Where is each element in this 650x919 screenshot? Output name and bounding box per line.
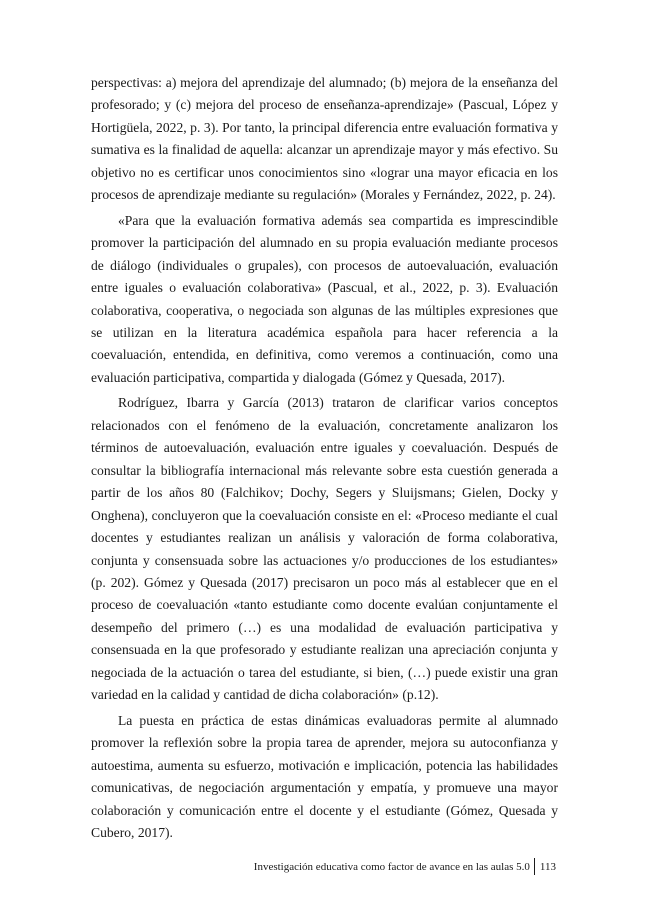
page-number: 113 [539, 860, 556, 873]
body-text [91, 72, 558, 847]
paragraph-4: La puesta en práctica de estas dinámicas evaluadoras permite al alumnado promover la reflexión sobre la propia tarea de aprender, mejora su autoconfianza y autoestima, aumenta su esfuerzo, motivación e implicación, potencia las habilidades comunicativas, de negociación argumentación y empatía, y promueve una mayor colaboración y comunicación entre el docente y el estudiante (Gómez, Quesada y Cubero, 2017). [91, 712, 558, 840]
footer-divider [534, 858, 535, 875]
paragraph-3: Rodríguez, Ibarra y García (2013) trataron de clarificar varios conceptos relacionados con el fenómeno de la evaluación, concretamente analizaron los términos de autoevaluación, evaluación entre iguales y coevaluación. Después de consultar la bibliografía internacional más relevante sobre esta cuestión generada a partir de los años 80 (Falchikov; Dochy, Segers y Sluijsmans; Gielen, Docky y Onghena), concluyeron que la coevaluación consiste en el: «Proceso mediante el cual docentes y estudiantes realizan un análisis y valoración de forma colaborativa, conjunta y consensuada sobre las actuaciones y/o producciones de los estudiantes» (p. 202). Gómez y Quesada (2017) precisaron un poco más al establecer que en el proceso de coevaluación «tanto estudiante como docente evalúan conjuntamente el desempeño del primero (…) es una modalidad de evaluación participativa y consensuada en la que profesorado y estudiante realizan una apreciación conjunta y negociada de la actuación o tarea del estudiante, si bien, (…) puede existir una gran variedad en la calidad y cantidad de dicha colaboración» (p.12). [91, 395, 558, 703]
paragraph-2: «Para que la evaluación formativa además sea compartida es imprescindible promover la participación del alumnado en su propia evaluación mediante procesos de diálogo (individuales o grupales), con procesos de autoevaluación, evaluación entre iguales o evaluación colaborativa» (Pascual, et al., 2022, p. 3). Evaluación colaborativa, cooperativa, o negociada son algunas de las múltiples expresiones que se utilizan en la literatura académica española para hacer referencia a la coevaluación, entendida, en definitiva, como veremos a continuación, como una evaluación participativa, compartida y dialogada (Gómez y Quesada, 2017). [91, 212, 558, 385]
paragraph-1-continuation: perspectivas: a) mejora del aprendizaje del alumnado; (b) mejora de la enseñanza del profesorado; y (c) mejora del proceso de enseñanza-aprendizaje» (Pascual, López y Hortigüela, 2022, p. 3). Por tanto, la principal diferencia entre evaluación formativa y sumativa es la finalidad de aquella: alcanzar un aprendizaje mayor y más efectivo. Su objetivo no es certificar unos conocimientos sino «lograr una mayor eficacia en los procesos de aprendizaje mediante su regulación» (Morales y Fernández, 2022, p. 24). [91, 75, 558, 203]
running-title: Investigación educativa como factor de avance en las aulas 5.0 [253, 860, 530, 873]
page-footer [0, 858, 556, 875]
